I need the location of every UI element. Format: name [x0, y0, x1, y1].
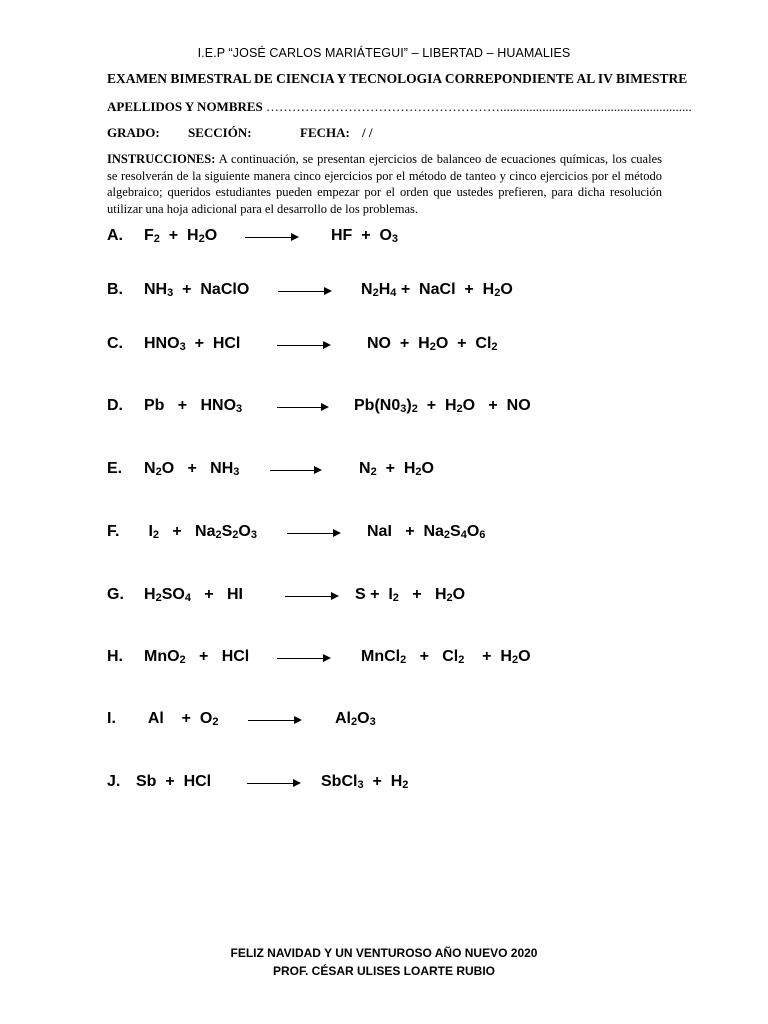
- exam-title: EXAMEN BIMESTRAL DE CIENCIA Y TECNOLOGIA CORREPONDIENTE AL IV BIMESTRE: [107, 71, 688, 86]
- fecha-slashes: / /: [362, 125, 373, 140]
- reaction-arrow-icon: [245, 237, 297, 238]
- reaction-arrow-icon: [277, 345, 329, 346]
- footer-teacher: PROF. CÉSAR ULISES LOARTE RUBIO: [272, 964, 496, 978]
- equation-i: [107, 710, 667, 734]
- equation-reactants: $F_2 + H_2O$: [144, 227, 218, 245]
- equation-letter: J.: [107, 773, 121, 790]
- instructions: [107, 151, 662, 217]
- instructions-label: INSTRUCCIONES:: [107, 152, 216, 166]
- reaction-arrow-icon: [277, 658, 329, 659]
- reaction-arrow-icon: [278, 291, 330, 292]
- equation-letter: C.: [107, 335, 123, 352]
- equation-products: $N_2H_4$ + NaCl + $H_2O$: [361, 281, 513, 299]
- equation-j: [107, 773, 667, 797]
- equation-reactants: $H_2SO_4$ + HI: [144, 586, 243, 604]
- reaction-arrow-icon: [285, 596, 337, 597]
- equation-c: [107, 335, 667, 359]
- reaction-arrow-icon: [247, 783, 299, 784]
- equation-products: $Al_2O_3$: [335, 710, 376, 728]
- equation-letter: D.: [107, 397, 123, 414]
- seccion-label: SECCIÓN:: [188, 125, 252, 140]
- school-header: I.E.P “JOSÉ CARLOS MARIÁTEGUI” – LIBERTAD – HUAMALIES: [197, 46, 571, 60]
- equation-products: NaI + $Na_2S_4O_6$: [367, 523, 486, 541]
- equation-reactants: $I_2 + Na_2S_2O_3$: [144, 523, 257, 541]
- equation-e: [107, 460, 667, 484]
- equation-products: SbCl$_3$ + $H_2$: [321, 773, 409, 791]
- equation-reactants: Al + $O_2$: [144, 710, 219, 728]
- equation-f: [107, 523, 667, 547]
- equation-letter: I.: [107, 710, 116, 727]
- equation-letter: F.: [107, 523, 120, 540]
- equation-products: MnCl$_2$ + $Cl_2$ + $H_2O$: [361, 648, 531, 666]
- equation-products: NO + $H_2O + Cl_2$: [367, 335, 498, 353]
- equation-letter: G.: [107, 586, 124, 603]
- grado-label: GRADO:: [107, 125, 160, 140]
- equation-d: [107, 397, 667, 421]
- footer-greeting: FELIZ NAVIDAD Y UN VENTUROSO AÑO NUEVO 2020: [230, 946, 538, 960]
- equation-products: $S + I_2 + H_2O$: [355, 586, 466, 604]
- equation-reactants: MnO$_2$ + HCl: [144, 648, 250, 666]
- reaction-arrow-icon: [287, 533, 339, 534]
- equation-products: $N_2 + H_2O$: [359, 460, 434, 478]
- equation-reactants: Sb + HCl: [136, 773, 212, 790]
- reaction-arrow-icon: [277, 407, 327, 408]
- reaction-arrow-icon: [248, 720, 300, 721]
- equation-reactants: $HNO_3$ + HCl: [144, 335, 241, 353]
- equation-h: [107, 648, 667, 672]
- equation-reactants: $NH_3$ + NaClO: [144, 281, 250, 299]
- equation-products: $Pb(N0_3)_2 + H_2O$ + NO: [354, 397, 531, 415]
- equation-reactants: $N_2O + NH_3$: [144, 460, 240, 478]
- equation-b: [107, 281, 667, 305]
- equation-g: [107, 586, 667, 610]
- names-blank: ………………………………………………...........................................................: [266, 99, 692, 114]
- names-label: APELLIDOS Y NOMBRES: [107, 99, 263, 114]
- equation-letter: E.: [107, 460, 123, 477]
- equation-letter: A.: [107, 227, 123, 244]
- reaction-arrow-icon: [270, 470, 320, 471]
- fecha-label: FECHA:: [300, 125, 350, 140]
- instructions-text: A continuación, se presentan ejercicios de balanceo de ecuaciones químicas, los cuales se resolverán de la siguiente manera cinco ejercicios por el método de tanteo y cinco ejercicios por el método algebraico; queridos estudiantes pueden empezar por el orden que ustedes prefieren, para dicha resolución utilizar una hoja adicional para el desarrollo de los problemas.: [107, 152, 662, 216]
- equation-reactants: $Pb + HNO_3$: [144, 397, 243, 415]
- equation-a: [107, 227, 667, 251]
- equation-products: HF + $O_3$: [331, 227, 399, 245]
- equation-letter: B.: [107, 281, 123, 298]
- names-field: [107, 99, 692, 115]
- equation-letter: H.: [107, 648, 123, 665]
